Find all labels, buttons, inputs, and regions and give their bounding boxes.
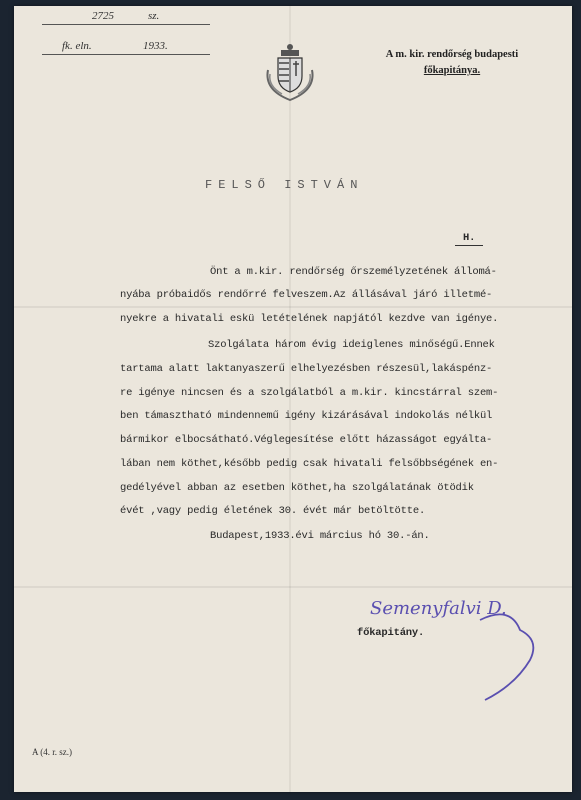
file-number: 2725 (92, 10, 114, 22)
office-line-2: főkapitánya. (423, 65, 481, 76)
form-code: A (4. r. sz.) (32, 747, 72, 757)
file-year: 1933. (143, 40, 168, 52)
office-line-1: A m. kir. rendőrség budapesti (385, 49, 519, 60)
coat-of-arms-icon (262, 40, 318, 104)
handwritten-signature: Semenyfalvi D. (370, 598, 507, 619)
body-line: évét ,vagy pedig életének 30. évét már betöltötte. (120, 505, 426, 517)
body-line: ben támasztható mindennemű igény kizárásával indokolás nélkül (120, 410, 493, 422)
body-line: nyába próbaidős rendőrré felveszem.Az állásával járó illetmé- (120, 289, 493, 301)
body-line: re igénye nincsen és a szolgálatból a m.kir. kincstárral szem- (120, 387, 499, 399)
fold-line (14, 586, 572, 588)
issuing-office (372, 47, 532, 79)
signature-flourish-icon (470, 600, 550, 710)
body-line: gedélyével abban az esetben köthet,ha szolgálatának ötödik (120, 482, 474, 494)
signatory-title: főkapitány. (357, 627, 425, 639)
date-line: Budapest,1933.évi március hó 30.-án. (210, 530, 430, 542)
department-code: fk. eln. (62, 40, 92, 52)
body-line: tartama alatt laktanyaszerű elhelyezésben részesül,lakáspénz- (120, 363, 493, 375)
fold-line (289, 6, 291, 792)
body-line: bármikor elbocsátható.Véglegesítése előtt házasságot egyálta- (120, 434, 493, 446)
roman-numeral: H. (463, 232, 476, 244)
body-line: nyekre a hivatali eskü letételének napjától kezdve van igénye. (120, 313, 499, 325)
header-rule (42, 54, 210, 55)
header-rule (42, 24, 210, 25)
sz-label: sz. (148, 10, 160, 22)
fold-line (14, 306, 572, 308)
recipient-name: FELSŐ ISTVÁN (205, 178, 364, 192)
body-line: lában nem köthet,később pedig csak hivatali felsőbbségének en- (120, 458, 499, 470)
body-line: Önt a m.kir. rendőrség őrszemélyzetének állomá- (210, 266, 497, 278)
body-line: Szolgálata három évig ideiglenes minőségű.Ennek (208, 339, 495, 351)
numeral-underline (455, 245, 483, 246)
